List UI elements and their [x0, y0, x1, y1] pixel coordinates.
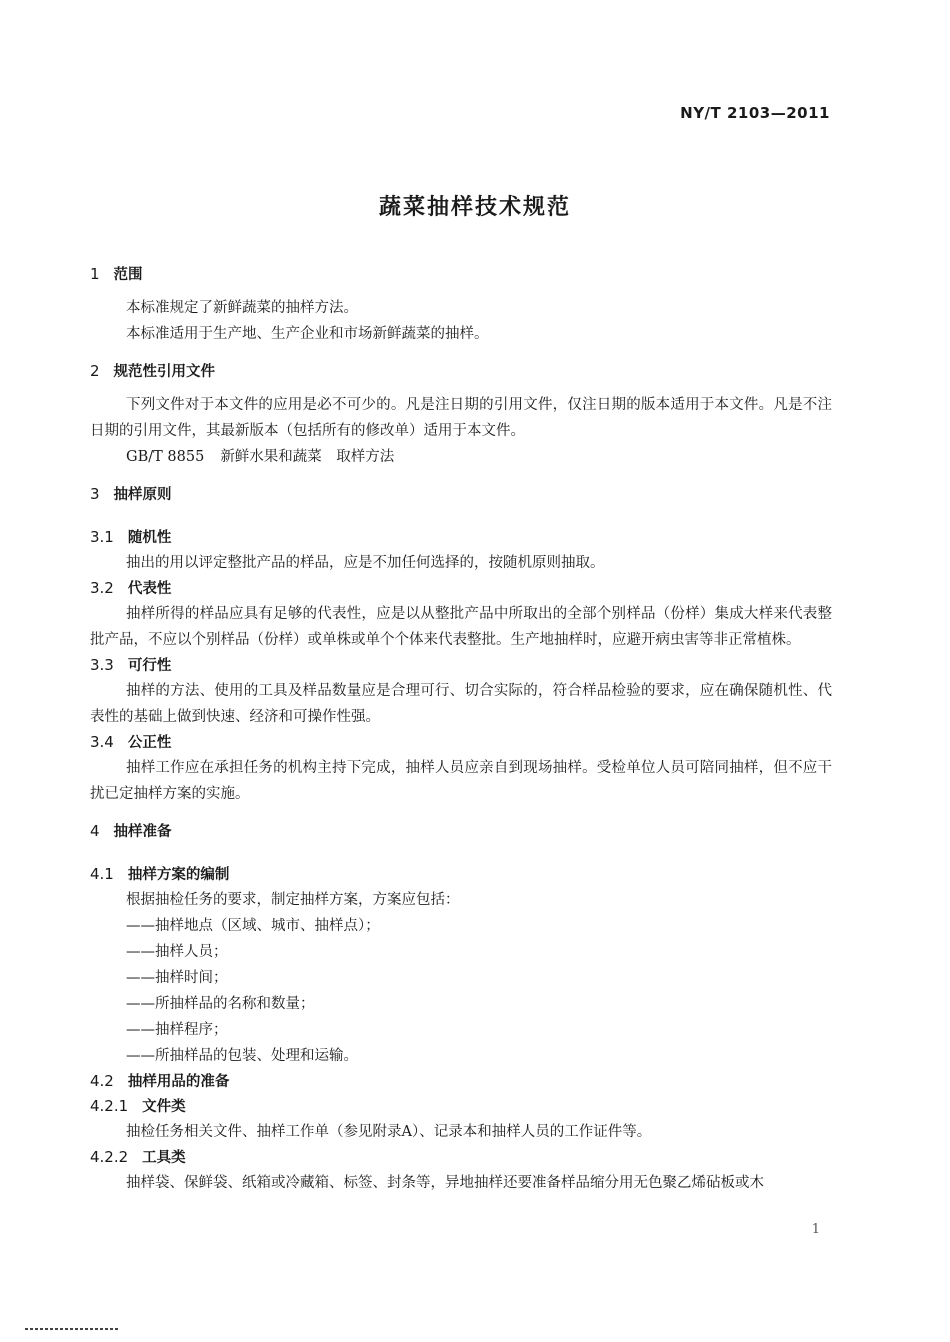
- subsection-4-2-heading: [90, 1069, 832, 1094]
- page-number: 1: [811, 1222, 820, 1237]
- subsection-3-3-paragraph: 抽样的方法、使用的工具及样品数量应是合理可行、切合实际的，符合样品检验的要求，应在确保随机性、代表性的基础上做到快速、经济和可操作性强。: [90, 683, 832, 725]
- subsection-3-3-heading: [90, 653, 832, 678]
- document-title: 蔬菜抽样技术规范: [378, 195, 571, 220]
- list-item: ——抽样人员；: [126, 944, 228, 960]
- subsection-title: 文件类: [142, 1099, 186, 1115]
- document-body: [90, 262, 832, 1196]
- subsection-4-2-1-paragraph: 抽检任务相关文件、抽样工作单（参见附录A）、记录本和抽样人员的工作证件等。: [126, 1124, 652, 1140]
- subsection-number: 3.3: [90, 656, 114, 674]
- subsection-3-2-heading: [90, 576, 832, 601]
- section-number: 2: [90, 362, 100, 380]
- list-item: ——抽样程序；: [126, 1022, 228, 1038]
- subsection-title: 公正性: [127, 735, 172, 751]
- section-3-heading: [90, 482, 832, 507]
- section-1-paragraph-1: 本标准规定了新鲜蔬菜的抽样方法。: [126, 300, 358, 316]
- normative-reference: [90, 444, 832, 470]
- section-1-paragraph-2: 本标准适用于生产地、生产企业和市场新鲜蔬菜的抽样。: [126, 326, 489, 342]
- subsection-number: 3.1: [90, 528, 114, 546]
- subsection-title: 抽样方案的编制: [127, 867, 230, 883]
- subsection-4-2-2-heading: [90, 1145, 832, 1170]
- subsection-number: 3.4: [90, 733, 114, 751]
- list-item: ——所抽样品的名称和数量；: [126, 996, 315, 1012]
- reference-code: GB/T 8855: [126, 449, 205, 465]
- subsection-3-4-heading: [90, 730, 832, 755]
- standard-number: NY/T 2103—2011: [680, 104, 830, 122]
- scan-artifact-divider: [25, 1328, 120, 1330]
- subsection-number: 4.2: [90, 1072, 114, 1090]
- subsection-number: 4.2.1: [90, 1097, 129, 1115]
- subsection-number: 4.2.2: [90, 1148, 129, 1166]
- subsection-3-2-paragraph: 抽样所得的样品应具有足够的代表性，应是以从整批产品中所取出的全部个别样品（份样）集成大样来代表整批产品，不应以个别样品（份样）或单株或单个个体来代表整批。生产地抽样时，应避开病虫害等非正常植株。: [90, 606, 832, 648]
- list-item: ——抽样时间；: [126, 970, 228, 986]
- section-title: 抽样准备: [113, 824, 172, 840]
- section-2-heading: [90, 359, 832, 384]
- section-4-heading: [90, 819, 832, 844]
- section-title: 抽样原则: [113, 487, 172, 503]
- subsection-title: 代表性: [127, 581, 172, 597]
- section-1-heading: [90, 262, 832, 287]
- subsection-3-1-paragraph: 抽出的用以评定整批产品的样品，应是不加任何选择的，按随机原则抽取。: [126, 555, 605, 571]
- subsection-4-2-1-heading: [90, 1094, 832, 1119]
- section-number: 4: [90, 822, 100, 840]
- subsection-4-1-paragraph: 根据抽检任务的要求，制定抽样方案，方案应包括：: [126, 892, 460, 908]
- list-item: ——抽样地点（区域、城市、抽样点）；: [126, 918, 380, 934]
- section-title: 规范性引用文件: [113, 364, 216, 380]
- section-number: 3: [90, 485, 100, 503]
- subsection-title: 工具类: [142, 1150, 186, 1166]
- subsection-4-1-heading: [90, 862, 832, 887]
- section-2-paragraph: 下列文件对于本文件的应用是必不可少的。凡是注日期的引用文件，仅注日期的版本适用于本文件。凡是不注日期的引用文件，其最新版本（包括所有的修改单）适用于本文件。: [90, 397, 832, 439]
- list-item: ——所抽样品的包装、处理和运输。: [126, 1048, 358, 1064]
- subsection-4-2-2-paragraph: 抽样袋、保鲜袋、纸箱或冷藏箱、标签、封条等，异地抽样还要准备样品缩分用无色聚乙烯砧板或木: [126, 1175, 764, 1191]
- section-number: 1: [90, 265, 100, 283]
- subsection-title: 可行性: [127, 658, 172, 674]
- section-title: 范围: [113, 267, 143, 283]
- subsection-number: 3.2: [90, 579, 114, 597]
- subsection-title: 抽样用品的准备: [127, 1074, 230, 1090]
- subsection-3-4-paragraph: 抽样工作应在承担任务的机构主持下完成，抽样人员应亲自到现场抽样。受检单位人员可陪同抽样，但不应干扰已定抽样方案的实施。: [90, 760, 832, 802]
- subsection-number: 4.1: [90, 865, 114, 883]
- reference-title: 新鲜水果和蔬菜 取样方法: [220, 449, 395, 465]
- subsection-3-1-heading: [90, 525, 832, 550]
- subsection-title: 随机性: [127, 530, 172, 546]
